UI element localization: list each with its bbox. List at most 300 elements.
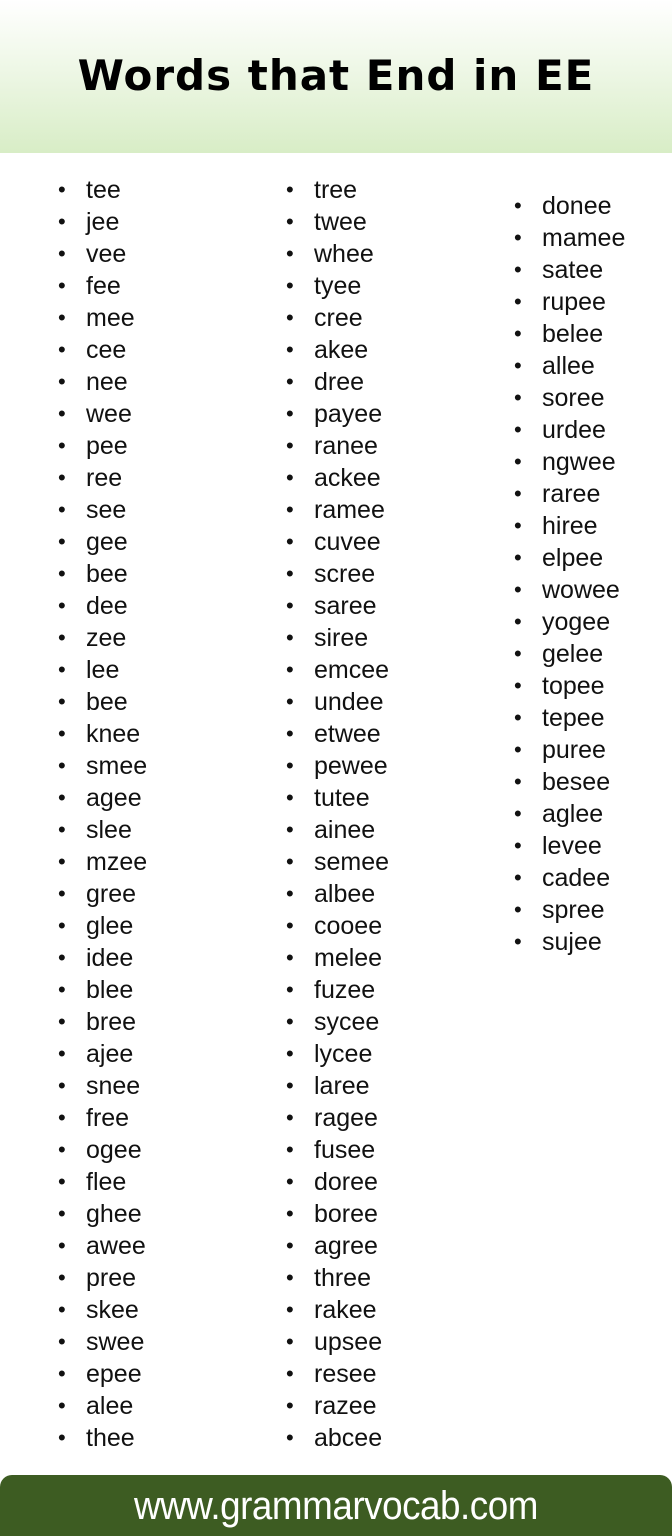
list-item [286,750,389,782]
list-item [58,878,147,910]
list-item [58,398,147,430]
word-text: gree [86,880,137,908]
list-item [58,1198,147,1230]
bullet-icon: • [286,401,294,426]
bullet-icon: • [286,657,294,682]
word-text: bee [86,560,128,588]
list-item [58,334,147,366]
bullet-icon: • [514,193,522,218]
bullet-icon: • [514,609,522,634]
word-text: yogee [542,608,611,636]
bullet-icon: • [514,801,522,826]
list-item [286,942,389,974]
list-item [58,1326,147,1358]
word-text: lee [86,656,120,684]
list-item [514,318,625,350]
word-list-column-3 [514,190,625,958]
word-text: smee [86,752,148,780]
bullet-icon: • [58,1009,66,1034]
bullet-icon: • [286,1393,294,1418]
bullet-icon: • [286,305,294,330]
bullet-icon: • [286,497,294,522]
bullet-icon: • [514,545,522,570]
word-text: tepee [542,704,605,732]
bullet-icon: • [514,289,522,314]
word-text: wee [86,400,132,428]
list-item [514,862,625,894]
word-text: gee [86,528,128,556]
word-text: aglee [542,800,604,828]
bullet-icon: • [286,1361,294,1386]
list-item [58,1166,147,1198]
list-item [286,1294,389,1326]
bullet-icon: • [286,241,294,266]
list-item [58,270,147,302]
word-text: bee [86,688,128,716]
word-text: swee [86,1328,145,1356]
word-text: tyee [314,272,362,300]
word-text: upsee [314,1328,383,1356]
list-item [286,206,389,238]
list-item [58,782,147,814]
bullet-icon: • [58,1201,66,1226]
list-item [514,542,625,574]
bullet-icon: • [286,433,294,458]
bullet-icon: • [58,561,66,586]
bullet-icon: • [58,977,66,1002]
bullet-icon: • [58,945,66,970]
bullet-icon: • [58,785,66,810]
word-text: ree [86,464,123,492]
bullet-icon: • [286,785,294,810]
bullet-icon: • [286,625,294,650]
list-item [286,398,389,430]
bullet-icon: • [286,529,294,554]
bullet-icon: • [514,353,522,378]
word-text: tree [314,176,358,204]
bullet-icon: • [286,817,294,842]
list-item [286,1038,389,1070]
word-text: ainee [314,816,376,844]
word-text: blee [86,976,134,1004]
word-text: tee [86,176,121,204]
word-text: three [314,1264,371,1292]
bullet-icon: • [286,753,294,778]
list-item [58,558,147,590]
bullet-icon: • [58,497,66,522]
list-item [286,238,389,270]
header-banner [0,0,672,153]
list-item [286,654,389,686]
list-item [514,254,625,286]
word-text: fee [86,272,121,300]
list-item [286,558,389,590]
bullet-icon: • [58,593,66,618]
footer-url[interactable]: www.grammarvocab.com [134,1484,538,1528]
bullet-icon: • [58,1329,66,1354]
word-text: cree [314,304,363,332]
word-text: cooee [314,912,383,940]
word-text: topee [542,672,605,700]
list-item [514,894,625,926]
list-item [514,414,625,446]
word-list-column-2 [286,174,389,1454]
bullet-icon: • [286,1009,294,1034]
word-text: lycee [314,1040,373,1068]
list-item [58,1006,147,1038]
bullet-icon: • [514,641,522,666]
list-item [58,974,147,1006]
word-text: emcee [314,656,390,684]
bullet-icon: • [58,1393,66,1418]
word-text: alee [86,1392,134,1420]
word-text: whee [314,240,374,268]
word-text: boree [314,1200,378,1228]
bullet-icon: • [286,1169,294,1194]
bullet-icon: • [514,577,522,602]
bullet-icon: • [286,465,294,490]
word-text: dree [314,368,365,396]
bullet-icon: • [58,849,66,874]
list-item [286,494,389,526]
bullet-icon: • [286,273,294,298]
list-item [58,942,147,974]
list-item [514,670,625,702]
bullet-icon: • [286,561,294,586]
list-item [514,638,625,670]
bullet-icon: • [58,273,66,298]
bullet-icon: • [58,657,66,682]
list-item [514,190,625,222]
word-text: skee [86,1296,139,1324]
list-item [58,814,147,846]
list-item [286,302,389,334]
bullet-icon: • [286,1297,294,1322]
bullet-icon: • [58,1361,66,1386]
word-text: payee [314,400,383,428]
bullet-icon: • [58,465,66,490]
word-text: awee [86,1232,146,1260]
list-item [286,334,389,366]
word-text: akee [314,336,369,364]
word-text: thee [86,1424,135,1452]
list-item [286,174,389,206]
list-item [286,462,389,494]
list-item [514,798,625,830]
list-item [58,526,147,558]
word-text: ghee [86,1200,142,1228]
list-item [514,382,625,414]
word-text: epee [86,1360,142,1388]
word-text: flee [86,1168,127,1196]
list-item [286,1422,389,1454]
list-item [514,222,625,254]
list-item [514,702,625,734]
word-text: dee [86,592,128,620]
list-item [58,1070,147,1102]
list-item [514,926,625,958]
bullet-icon: • [514,449,522,474]
list-item [514,606,625,638]
bullet-icon: • [286,721,294,746]
bullet-icon: • [58,209,66,234]
bullet-icon: • [514,705,522,730]
word-text: melee [314,944,383,972]
list-item [286,1134,389,1166]
footer-bar [0,1475,672,1536]
list-item [286,974,389,1006]
list-item [58,654,147,686]
word-text: fusee [314,1136,376,1164]
bullet-icon: • [286,849,294,874]
word-text: satee [542,256,604,284]
list-item [286,1230,389,1262]
word-text: elpee [542,544,604,572]
bullet-icon: • [58,721,66,746]
bullet-icon: • [514,385,522,410]
list-item [58,1262,147,1294]
word-text: slee [86,816,132,844]
list-item [58,206,147,238]
bullet-icon: • [286,913,294,938]
bullet-icon: • [286,1073,294,1098]
list-item [58,302,147,334]
bullet-icon: • [286,1105,294,1130]
list-item [58,1102,147,1134]
word-text: fuzee [314,976,376,1004]
list-item [514,446,625,478]
word-text: hiree [542,512,598,540]
word-text: agree [314,1232,378,1260]
bullet-icon: • [58,337,66,362]
word-text: scree [314,560,376,588]
word-text: cee [86,336,127,364]
list-item [286,814,389,846]
bullet-icon: • [514,417,522,442]
list-item [514,350,625,382]
word-text: doree [314,1168,378,1196]
page-title: Words that End in EE [77,51,595,100]
word-text: glee [86,912,134,940]
list-item [58,1230,147,1262]
word-text: vee [86,240,127,268]
word-text: wowee [542,576,620,604]
list-item [58,1038,147,1070]
bullet-icon: • [286,209,294,234]
list-item [286,718,389,750]
word-text: see [86,496,127,524]
list-item [514,478,625,510]
list-item [286,1166,389,1198]
bullet-icon: • [58,529,66,554]
list-item [286,1326,389,1358]
list-item [58,1422,147,1454]
list-item [58,718,147,750]
word-text: gelee [542,640,604,668]
bullet-icon: • [286,1265,294,1290]
word-text: etwee [314,720,381,748]
bullet-icon: • [514,897,522,922]
word-text: snee [86,1072,141,1100]
bullet-icon: • [58,369,66,394]
list-item [286,1102,389,1134]
list-item [286,1390,389,1422]
bullet-icon: • [514,513,522,538]
list-item [58,494,147,526]
bullet-icon: • [58,1265,66,1290]
list-item [286,430,389,462]
bullet-icon: • [58,913,66,938]
list-item [58,750,147,782]
bullet-icon: • [58,881,66,906]
list-item [58,430,147,462]
word-text: mamee [542,224,626,252]
list-item [286,590,389,622]
bullet-icon: • [286,369,294,394]
word-text: soree [542,384,605,412]
word-text: albee [314,880,376,908]
list-item [286,270,389,302]
list-item [286,910,389,942]
word-text: resee [314,1360,377,1388]
bullet-icon: • [58,305,66,330]
bullet-icon: • [514,737,522,762]
list-item [514,574,625,606]
list-item [514,734,625,766]
word-text: ragee [314,1104,378,1132]
list-item [58,462,147,494]
word-text: ngwee [542,448,616,476]
bullet-icon: • [286,977,294,1002]
list-item [286,686,389,718]
bullet-icon: • [286,177,294,202]
word-text: donee [542,192,612,220]
word-text: levee [542,832,602,860]
bullet-icon: • [514,833,522,858]
bullet-icon: • [58,1137,66,1162]
bullet-icon: • [514,321,522,346]
bullet-icon: • [514,929,522,954]
word-text: semee [314,848,390,876]
word-text: ogee [86,1136,142,1164]
word-text: bree [86,1008,137,1036]
list-item [286,622,389,654]
list-item [58,846,147,878]
word-text: ramee [314,496,385,524]
word-text: agee [86,784,142,812]
bullet-icon: • [514,865,522,890]
word-text: knee [86,720,141,748]
word-text: mee [86,304,135,332]
list-item [286,878,389,910]
bullet-icon: • [286,337,294,362]
word-text: tutee [314,784,370,812]
word-text: undee [314,688,384,716]
bullet-icon: • [58,817,66,842]
word-text: ajee [86,1040,134,1068]
word-text: rupee [542,288,606,316]
bullet-icon: • [58,1105,66,1130]
word-text: allee [542,352,595,380]
bullet-icon: • [286,1041,294,1066]
bullet-icon: • [286,945,294,970]
bullet-icon: • [514,769,522,794]
list-item [58,1294,147,1326]
word-text: cadee [542,864,611,892]
list-item [58,174,147,206]
word-text: abcee [314,1424,383,1452]
word-text: sycee [314,1008,380,1036]
list-item [286,1070,389,1102]
bullet-icon: • [286,1329,294,1354]
word-text: ackee [314,464,381,492]
word-text: free [86,1104,130,1132]
bullet-icon: • [514,481,522,506]
word-text: zee [86,624,127,652]
word-text: pee [86,432,128,460]
bullet-icon: • [58,1169,66,1194]
bullet-icon: • [58,1425,66,1450]
bullet-icon: • [58,625,66,650]
bullet-icon: • [58,177,66,202]
list-item [58,622,147,654]
word-text: spree [542,896,605,924]
list-item [58,366,147,398]
bullet-icon: • [514,673,522,698]
bullet-icon: • [286,593,294,618]
word-text: ranee [314,432,378,460]
word-text: idee [86,944,134,972]
word-list-column-1 [58,174,147,1454]
bullet-icon: • [58,1233,66,1258]
bullet-icon: • [514,257,522,282]
list-item [514,830,625,862]
bullet-icon: • [58,1041,66,1066]
list-item [286,366,389,398]
word-text: pewee [314,752,388,780]
word-text: besee [542,768,611,796]
list-item [58,686,147,718]
bullet-icon: • [58,689,66,714]
bullet-icon: • [58,433,66,458]
bullet-icon: • [58,241,66,266]
bullet-icon: • [286,1425,294,1450]
bullet-icon: • [514,225,522,250]
word-text: nee [86,368,128,396]
list-item [514,510,625,542]
word-text: belee [542,320,604,348]
word-text: razee [314,1392,377,1420]
bullet-icon: • [286,689,294,714]
word-text: jee [86,208,120,236]
bullet-icon: • [58,1073,66,1098]
list-item [58,910,147,942]
list-item [286,1358,389,1390]
bullet-icon: • [58,1297,66,1322]
word-text: mzee [86,848,148,876]
list-item [286,846,389,878]
word-text: urdee [542,416,606,444]
list-item [286,1006,389,1038]
word-text: cuvee [314,528,381,556]
list-item [58,590,147,622]
bullet-icon: • [286,881,294,906]
word-text: laree [314,1072,370,1100]
word-text: raree [542,480,601,508]
bullet-icon: • [58,753,66,778]
list-item [58,1358,147,1390]
bullet-icon: • [286,1137,294,1162]
